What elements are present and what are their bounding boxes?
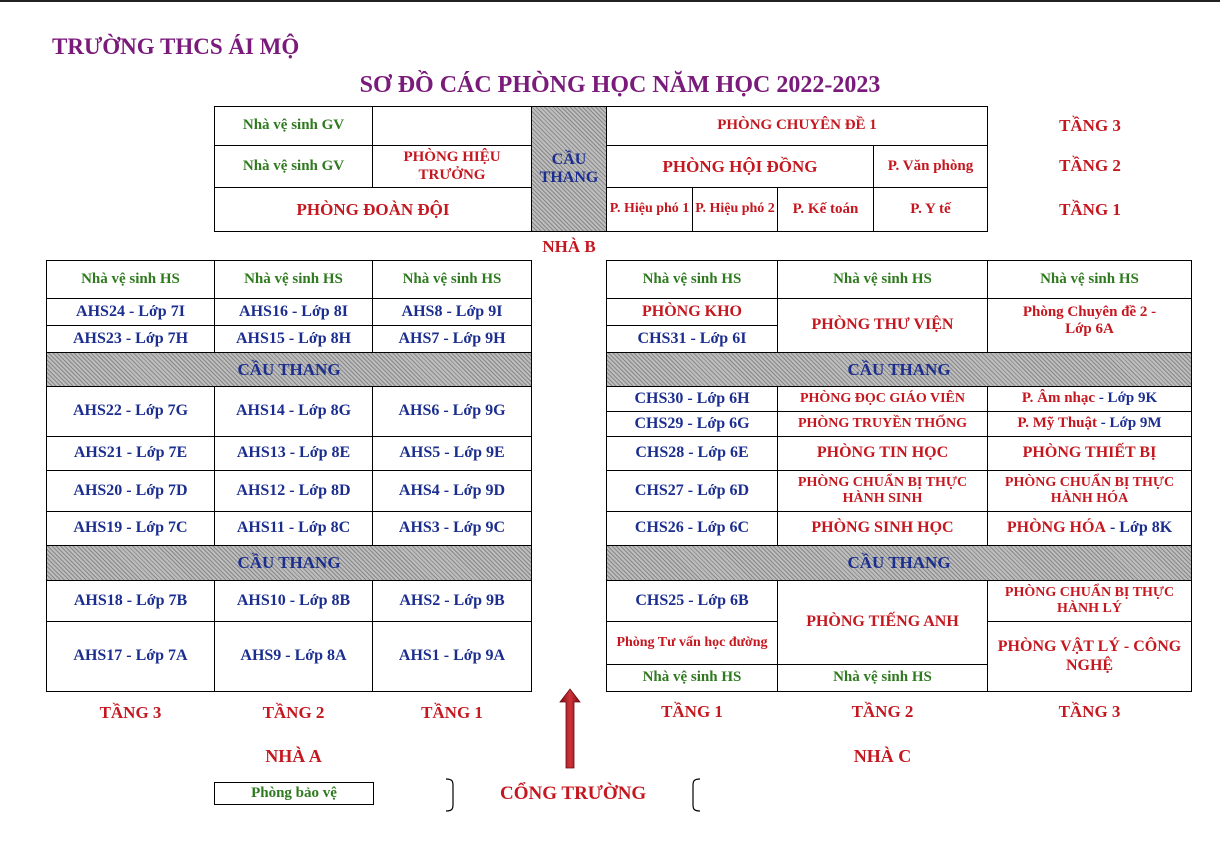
wc-hs[interactable]: Nhà vệ sinh HS	[777, 260, 988, 299]
room-ke-toan[interactable]: P. Kế toán	[777, 187, 874, 232]
wc-hs[interactable]: Nhà vệ sinh HS	[777, 664, 988, 692]
classroom[interactable]: AHS20 - Lớp 7D	[46, 470, 215, 512]
classroom[interactable]: AHS8 - Lớp 9I	[372, 298, 532, 326]
top-border	[0, 0, 1220, 2]
classroom[interactable]: AHS1 - Lớp 9A	[372, 621, 532, 692]
room-hoa[interactable]	[987, 511, 1192, 546]
floor-label-c-3: TẦNG 3	[1058, 702, 1121, 721]
classroom[interactable]: AHS24 - Lớp 7I	[46, 298, 215, 326]
classroom[interactable]: CHS25 - Lớp 6B	[606, 580, 778, 622]
room-my-thuat-label: P. Mỹ Thuật	[1017, 415, 1098, 432]
classroom[interactable]: AHS21 - Lớp 7E	[46, 436, 215, 471]
classroom[interactable]: CHS30 - Lớp 6H	[606, 386, 778, 412]
room-van-phong[interactable]: P. Văn phòng	[873, 145, 988, 188]
classroom[interactable]: AHS6 - Lớp 9G	[372, 386, 532, 437]
classroom[interactable]: CHS29 - Lớp 6G	[606, 411, 778, 437]
floor-label-b-2: TẦNG 2	[1059, 156, 1121, 175]
classroom[interactable]: AHS10 - Lớp 8B	[214, 580, 373, 622]
room-tu-van[interactable]: Phòng Tư vấn học đường	[606, 621, 778, 665]
room-chuan-bi-hoa[interactable]: PHÒNG CHUẨN BỊ THỰC HÀNH HÓA	[987, 470, 1192, 512]
wc-hs[interactable]: Nhà vệ sinh HS	[214, 260, 373, 299]
room-thu-vien[interactable]: PHÒNG THƯ VIỆN	[777, 298, 988, 353]
room-chuyen-de-2-label: Phòng Chuyên đề 2 - Lớp 6A	[1022, 304, 1157, 338]
house-c-label: NHÀ C	[853, 746, 912, 766]
wc-hs[interactable]: Nhà vệ sinh HS	[372, 260, 532, 299]
floor-label-b-3: TẦNG 3	[1059, 116, 1121, 135]
classroom[interactable]: AHS11 - Lớp 8C	[214, 511, 373, 546]
classroom[interactable]: AHS9 - Lớp 8A	[214, 621, 373, 692]
staircase-a-upper[interactable]: CẦU THANG	[46, 352, 532, 387]
room-hoa-class: - Lớp 8K	[1105, 519, 1173, 537]
room-chuan-bi-ly[interactable]: PHÒNG CHUẨN BỊ THỰC HÀNH LÝ	[987, 580, 1192, 622]
room-am-nhac-class: - Lớp 9K	[1095, 390, 1158, 407]
room-my-thuat-class: - Lớp 9M	[1097, 415, 1162, 432]
floor-label-a-1: TẦNG 1	[421, 703, 483, 722]
staircase-c-upper[interactable]: CẦU THANG	[606, 352, 1192, 387]
room-am-nhac-label: P. Âm nhạc	[1021, 390, 1096, 407]
room-chuyen-de-1[interactable]: PHÒNG CHUYÊN ĐỀ 1	[606, 106, 988, 146]
classroom[interactable]: AHS23 - Lớp 7H	[46, 325, 215, 353]
room-tin-hoc[interactable]: PHÒNG TIN HỌC	[777, 436, 988, 471]
gate-post-right-icon	[688, 778, 702, 812]
room-thiet-bi[interactable]: PHÒNG THIẾT BỊ	[987, 436, 1192, 471]
classroom[interactable]: AHS16 - Lớp 8I	[214, 298, 373, 326]
classroom[interactable]: AHS3 - Lớp 9C	[372, 511, 532, 546]
floor-label-b-1: TẦNG 1	[1059, 200, 1121, 219]
room-chuyen-de-2[interactable]	[987, 298, 1192, 353]
room-y-te[interactable]: P. Y tế	[873, 187, 988, 232]
classroom[interactable]: AHS12 - Lớp 8D	[214, 470, 373, 512]
floor-label-c-2: TẦNG 2	[851, 702, 914, 721]
room-am-nhac[interactable]	[987, 386, 1192, 412]
school-gate-label: CỔNG TRƯỜNG	[500, 783, 647, 804]
room-hieu-pho-2[interactable]: P. Hiệu phó 2	[692, 187, 778, 232]
classroom[interactable]: AHS7 - Lớp 9H	[372, 325, 532, 353]
room-doan-doi[interactable]: PHÒNG ĐOÀN ĐỘI	[214, 187, 532, 232]
gate-post-left-icon	[444, 778, 458, 812]
room-doc-giao-vien[interactable]: PHÒNG ĐỌC GIÁO VIÊN	[777, 386, 988, 412]
room-bao-ve[interactable]: Phòng bảo vệ	[214, 782, 374, 805]
classroom[interactable]: AHS15 - Lớp 8H	[214, 325, 373, 353]
classroom[interactable]: AHS2 - Lớp 9B	[372, 580, 532, 622]
classroom[interactable]: CHS28 - Lớp 6E	[606, 436, 778, 471]
school-name: TRƯỜNG THCS ÁI MỘ	[52, 34, 300, 59]
room-my-thuat[interactable]	[987, 411, 1192, 437]
classroom[interactable]: AHS5 - Lớp 9E	[372, 436, 532, 471]
empty-room-floor3[interactable]	[372, 106, 532, 146]
staircase-c-lower[interactable]: CẦU THANG	[606, 545, 1192, 581]
classroom[interactable]: AHS17 - Lớp 7A	[46, 621, 215, 692]
classroom[interactable]: AHS18 - Lớp 7B	[46, 580, 215, 622]
floor-label-a-3: TẦNG 3	[99, 703, 162, 722]
room-kho[interactable]: PHÒNG KHO	[606, 298, 778, 326]
room-hoi-dong[interactable]: PHÒNG HỘI ĐỒNG	[606, 145, 874, 188]
room-hoa-label: PHÒNG HÓA	[1006, 519, 1106, 537]
room-hieu-truong[interactable]: PHÒNG HIỆU TRƯỞNG	[372, 145, 532, 188]
classroom[interactable]: CHS26 - Lớp 6C	[606, 511, 778, 546]
classroom[interactable]: AHS14 - Lớp 8G	[214, 386, 373, 437]
room-vat-ly[interactable]: PHÒNG VẬT LÝ - CÔNG NGHỆ	[987, 621, 1192, 692]
classroom[interactable]: AHS22 - Lớp 7G	[46, 386, 215, 437]
classroom[interactable]: CHS27 - Lớp 6D	[606, 470, 778, 512]
wc-hs[interactable]: Nhà vệ sinh HS	[606, 260, 778, 299]
page-title: SƠ ĐỒ CÁC PHÒNG HỌC NĂM HỌC 2022-2023	[359, 72, 881, 98]
room-truyen-thong[interactable]: PHÒNG TRUYỀN THỐNG	[777, 411, 988, 437]
room-sinh-hoc[interactable]: PHÒNG SINH HỌC	[777, 511, 988, 546]
entrance-arrow-icon	[558, 688, 582, 770]
staircase-a-lower[interactable]: CẦU THANG	[46, 545, 532, 581]
floor-label-c-1: TẦNG 1	[661, 702, 723, 721]
classroom[interactable]: CHS31 - Lớp 6I	[606, 325, 778, 353]
floor-label-a-2: TẦNG 2	[262, 703, 325, 722]
room-tieng-anh[interactable]: PHÒNG TIẾNG ANH	[777, 580, 988, 665]
house-b-label: NHÀ B	[542, 237, 596, 256]
wc-gv-floor3[interactable]: Nhà vệ sinh GV	[214, 106, 373, 146]
classroom[interactable]: AHS13 - Lớp 8E	[214, 436, 373, 471]
classroom[interactable]: AHS19 - Lớp 7C	[46, 511, 215, 546]
house-a-label: NHÀ A	[265, 746, 322, 766]
wc-hs[interactable]: Nhà vệ sinh HS	[606, 664, 778, 692]
room-chuan-bi-sinh[interactable]: PHÒNG CHUẨN BỊ THỰC HÀNH SINH	[777, 470, 988, 512]
staircase-b[interactable]: CẦU THANG	[531, 106, 607, 232]
classroom[interactable]: AHS4 - Lớp 9D	[372, 470, 532, 512]
wc-hs[interactable]: Nhà vệ sinh HS	[987, 260, 1192, 299]
room-hieu-pho-1[interactable]: P. Hiệu phó 1	[606, 187, 693, 232]
wc-hs[interactable]: Nhà vệ sinh HS	[46, 260, 215, 299]
wc-gv-floor2[interactable]: Nhà vệ sinh GV	[214, 145, 373, 188]
